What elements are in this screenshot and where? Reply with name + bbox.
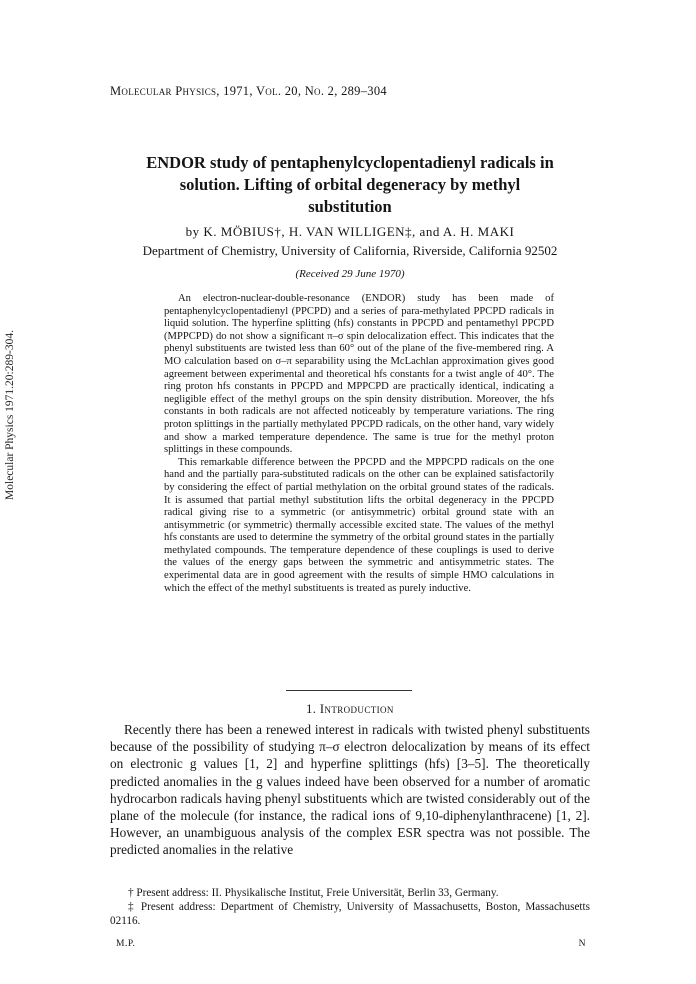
footnotes bbox=[110, 887, 590, 928]
journal-header: Molecular Physics, 1971, Vol. 20, No. 2, 289–304 bbox=[110, 84, 387, 98]
footer-signature-mark: N bbox=[578, 939, 586, 949]
abstract-paragraph-2: This remarkable difference between the PPCPD and the MPPCPD radicals on the one hand and the partially para-substituted radicals on the other can be explained satisfactorily by considering the effect of partial methylation on the orbital ground states of the radicals. It is assumed that partial methyl substitution lifts the orbital degeneracy in the PPCPD radical giving rise to a symmetric (or antisymmetric) orbital ground state with an antisymmetric (or symmetric) thermally accessible excited state. The values of the methyl hfs constants are used to determine the symmetry of the orbital ground states in the partially methylated compounds. The temperature dependence of these couplings is used to derive the values of the energy gaps between the symmetric and antisymmetric states. The experimental data are in good agreement with the results of simple HMO calculations in which the effect of the methyl substituents is treated as purely inductive. bbox=[164, 456, 554, 594]
paper-title bbox=[90, 152, 610, 218]
title-line-3: substitution bbox=[308, 197, 392, 216]
introduction-paragraph: Recently there has been a renewed interest in radicals with twisted phenyl substituents because of the possibility of studying π–σ electron delocalization by means of its effect on electronic g values [1, 2] and hyperfine splittings (hfs) [3–5]. The theoretically predicted anomalies in the g values indeed have been observed for a number of aromatic hydrocarbon radicals having phenyl substituents which are twisted considerably out of the plane of the molecule (for instance, the radical ions of 9,10-diphenylanthracene) [1, 2]. However, an unambiguous analysis of the complex ESR spectra was not possible. The predicted anomalies in the relative bbox=[110, 722, 590, 858]
received-date: (Received 29 June 1970) bbox=[295, 268, 405, 280]
abstract-paragraph-1: An electron-nuclear-double-resonance (ENDOR) study has been made of pentaphenylcyclopentadienyl (PPCPD) and a series of para-methylated PPCPD radicals in liquid solution. The hyperfine splitting (hfs) constants in PPCPD and pentamethyl PPCPD (MPPCPD) do not show a significant π–σ spin delocalization effect. This indicates that the phenyl substituents are twisted less than 60° out of the plane of the five-membered ring. A MO calculation based on σ–π separability using the McLachlan approximation gives good agreement between experimental and theoretical hfs constants for a twist angle of 40°. The ring proton hfs constants in PPCPD and MPPCPD are practically identical, indicating a negligible effect of the methyl groups on the spin density distribution. Moreover, the hfs constants in both radicals are not affected noticeably by temperature variations. The ring proton splittings in the partially methylated PPCPD radicals, on the other hand, vary widely and show a marked temperature dependence. The same is true for the methyl proton splittings in these compounds. bbox=[164, 293, 554, 456]
title-line-2: solution. Lifting of orbital degeneracy by methyl bbox=[179, 175, 521, 194]
introduction-text bbox=[110, 721, 590, 859]
abstract bbox=[164, 293, 554, 595]
section-divider bbox=[286, 690, 412, 691]
footer-journal-mark: M.P. bbox=[116, 939, 136, 949]
sidebar-citation-stamp bbox=[0, 175, 20, 655]
sidebar-citation-text: Molecular Physics 1971.20:289-304. bbox=[4, 330, 16, 500]
footnote-1: † Present address: II. Physikalische Institut, Freie Universität, Berlin 33, Germany. bbox=[128, 887, 499, 899]
footnote-2: ‡ Present address: Department of Chemistry, University of Massachusetts, Boston, Massachusetts 02116. bbox=[110, 900, 590, 927]
affiliation: Department of Chemistry, University of California, Riverside, California 92502 bbox=[142, 243, 558, 258]
author-list: by K. MÖBIUS†, H. VAN WILLIGEN‡, and A. H. MAKI bbox=[185, 224, 515, 239]
section-heading: 1. Introduction bbox=[306, 702, 394, 716]
title-line-1: ENDOR study of pentaphenylcyclopentadienyl radicals in bbox=[146, 153, 554, 172]
